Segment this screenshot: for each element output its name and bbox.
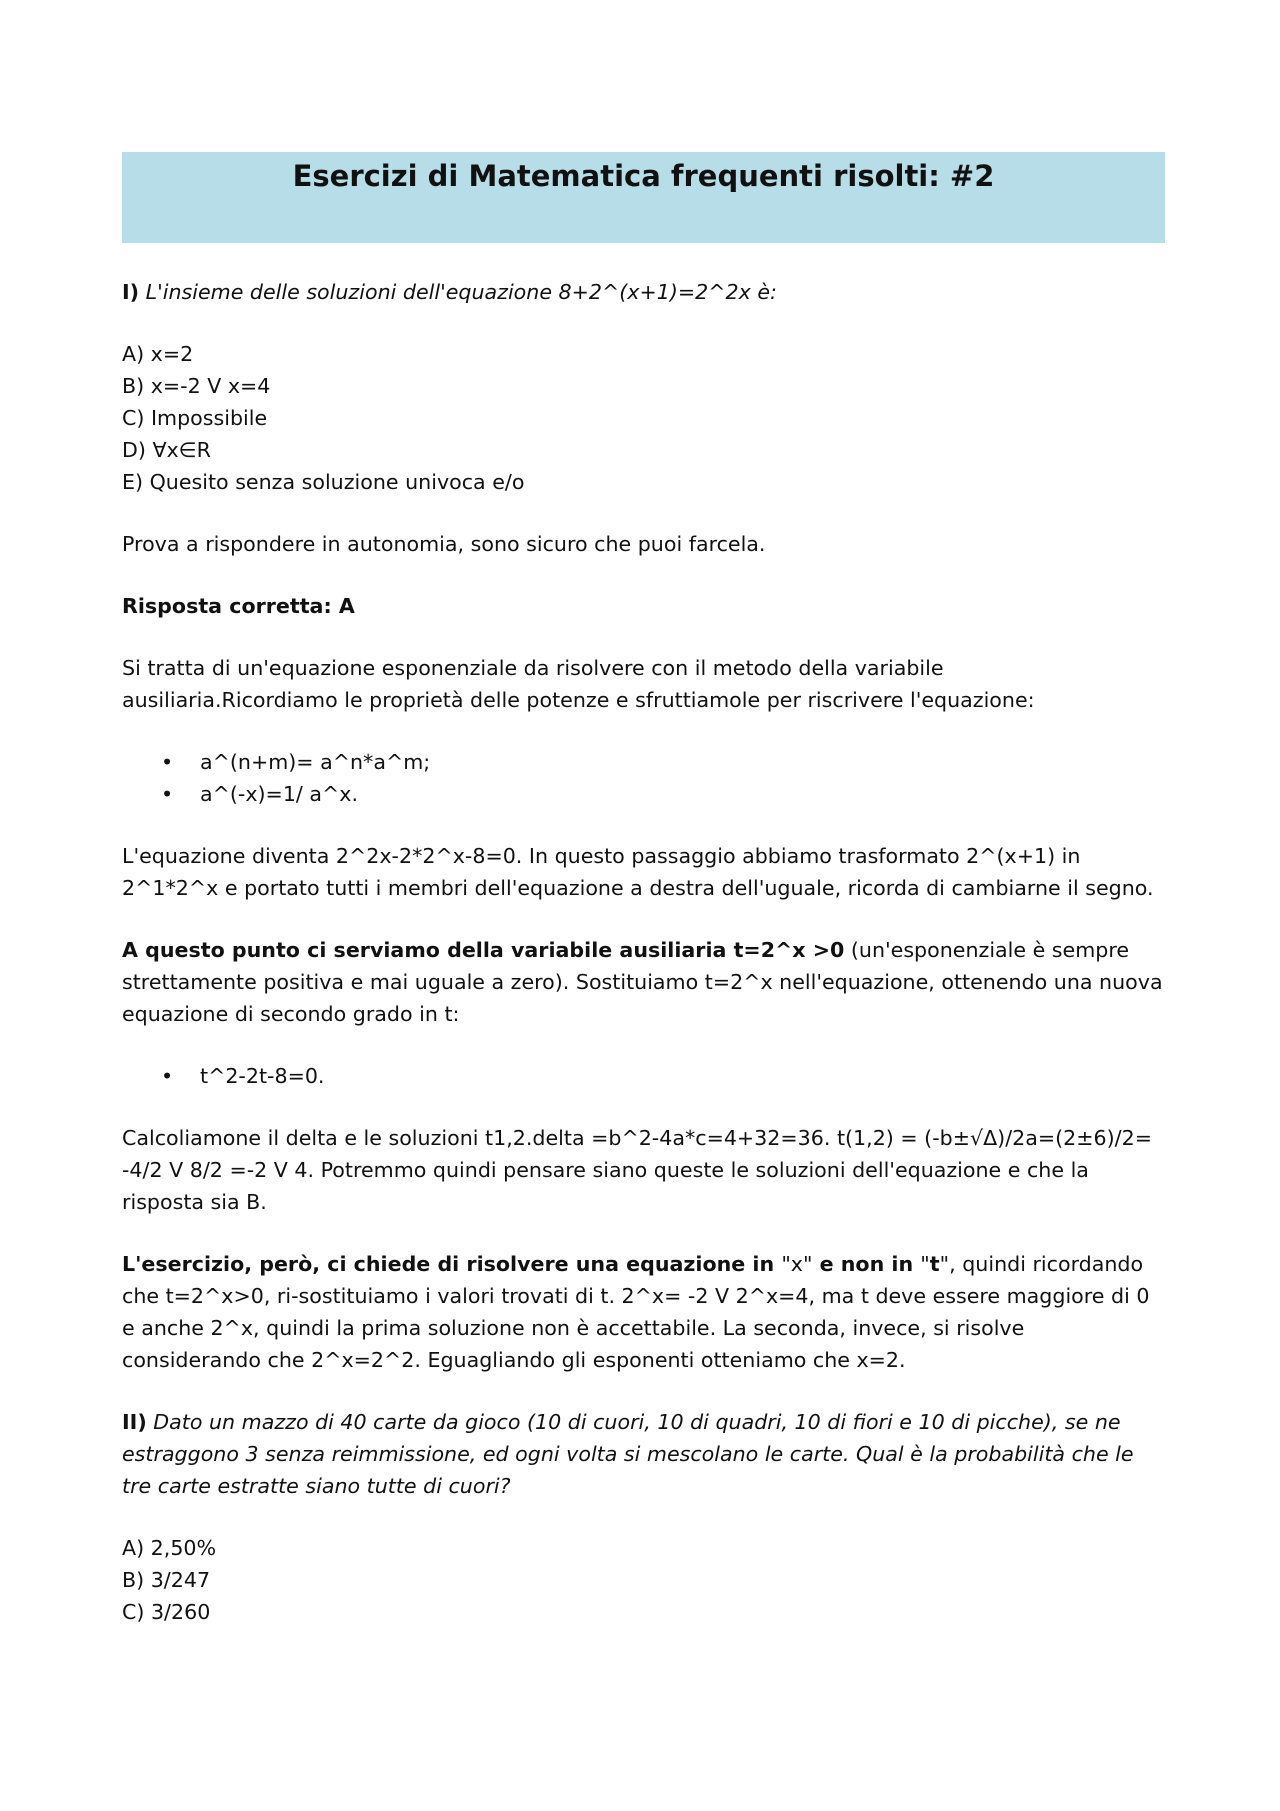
question-1-options — [122, 338, 1165, 498]
paragraph-text: , quindi ricordando che t=2^x>0, ri-sostituiamo i valori trovati di t. 2^x= -2 V 2^x=4, ma t deve essere maggiore di 0 e anche 2^x, quindi la prima soluzione non è accettabile. La seconda, invece, si risolve considerando che 2^x=2^2. Eguagliando gli esponenti otteniamo che x=2. — [122, 1252, 1150, 1372]
question-2-number: II) — [122, 1410, 147, 1434]
question-2-options — [122, 1532, 1165, 1628]
list-item-text: t^2-2t-8=0. — [200, 1064, 325, 1088]
list-item-text: a^(-x)=1/ a^x. — [200, 782, 359, 806]
page-title: Esercizi di Matematica frequenti risolti: #2 — [292, 159, 995, 193]
quote-x: "x" — [781, 1252, 813, 1276]
equation-list — [122, 1060, 1165, 1092]
document-body — [122, 276, 1165, 1658]
prompt-text: Prova a rispondere in autonomia, sono sicuro che puoi farcela. — [122, 532, 766, 556]
quote-close: " — [939, 1252, 950, 1276]
option-e: E) Quesito senza soluzione univoca e/o — [122, 470, 525, 494]
option-b: B) 3/247 — [122, 1568, 211, 1592]
option-c: C) Impossibile — [122, 406, 268, 430]
explanation-paragraph-4: Calcoliamone il delta e le soluzioni t1,2.delta =b^2-4a*c=4+32=36. t(1,2) = (-b±√Δ)/2a=(2±6)/2= -4/2 V 8/2 =-2 V 4. Potremmo quindi pensare siano queste le soluzioni dell'equazione e che la risposta sia B. — [122, 1126, 1152, 1214]
option-c: C) 3/260 — [122, 1600, 211, 1624]
explanation-paragraph-2: L'equazione diventa 2^2x-2*2^x-8=0. In questo passaggio abbiamo trasformato 2^(x+1) in 2^1*2^x e portato tutti i membri dell'equazione a destra dell'uguale, ricorda di cambiarne il segno. — [122, 844, 1154, 900]
bold-t: t — [929, 1252, 940, 1276]
question-2-text: Dato un mazzo di 40 carte da gioco (10 di cuori, 10 di quadri, 10 di fiori e 10 di picche), se ne estraggono 3 senza reimmissione, ed ogni volta si mescolano le carte. Qual è la probabilità che le tre carte estratte siano tutte di cuori? — [122, 1410, 1134, 1498]
question-2 — [122, 1406, 1165, 1502]
explanation-paragraph-1: Si tratta di un'equazione esponenziale da risolvere con il metodo della variabile ausiliaria.Ricordiamo le proprietà delle potenze e sfruttiamole per riscrivere l'equazione: — [122, 656, 1035, 712]
question-1-number: I) — [122, 280, 140, 304]
option-b: B) x=-2 V x=4 — [122, 374, 271, 398]
bold-statement: L'esercizio, però, ci chiede di risolvere una equazione in — [122, 1252, 782, 1276]
correct-answer-label: Risposta corretta: A — [122, 594, 355, 618]
option-d: D) ∀x∈R — [122, 438, 211, 462]
bold-statement-2: e non in — [812, 1252, 921, 1276]
list-item-text: a^(n+m)= a^n*a^m; — [200, 750, 431, 774]
option-a: A) x=2 — [122, 342, 194, 366]
correct-answer — [122, 590, 1165, 622]
bullet-icon: • — [161, 782, 174, 806]
list-item — [122, 1060, 1165, 1092]
question-1-text: L'insieme delle soluzioni dell'equazione 8+2^(x+1)=2^2x è: — [145, 280, 777, 304]
list-item — [122, 778, 1165, 810]
bullet-icon: • — [161, 1064, 174, 1088]
explanation-paragraph-3 — [122, 934, 1165, 1030]
title-banner — [122, 152, 1165, 243]
option-a: A) 2,50% — [122, 1536, 217, 1560]
bold-statement: A questo punto ci serviamo della variabile ausiliaria t=2^x >0 — [122, 938, 845, 962]
explanation-paragraph-5 — [122, 1248, 1165, 1376]
bullet-icon: • — [161, 750, 174, 774]
paragraph-text: (un'esponenziale è sempre strettamente positiva e mai uguale a zero). Sostituiamo t=2^x nell'equazione, ottenendo una nuova equazione di secondo grado in t: — [122, 938, 1163, 1026]
quote-open: " — [920, 1252, 930, 1276]
question-1 — [122, 276, 1165, 308]
list-item — [122, 746, 1165, 778]
properties-list — [122, 746, 1165, 810]
